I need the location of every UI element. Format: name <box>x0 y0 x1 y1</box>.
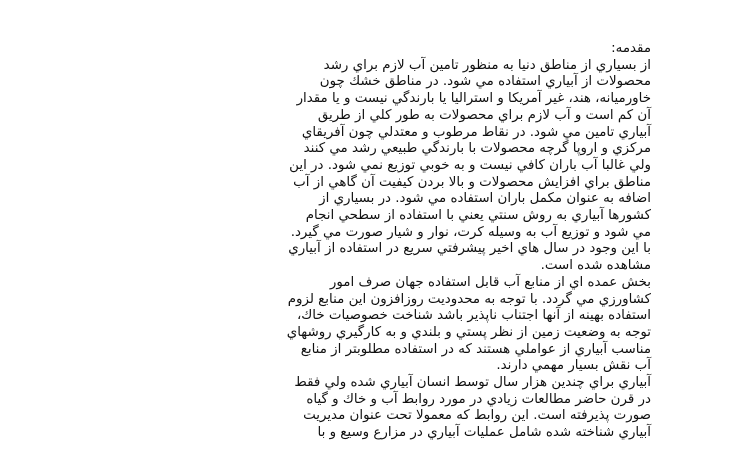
document-body <box>100 41 651 442</box>
text-line: آبياري تامين مي شود. در نقاط مرطوب و معتدلي چون آفريقاي <box>301 124 651 140</box>
text-line: آب نقش بسيار مهمي دارند. <box>496 358 651 374</box>
text-line: مقدمه: <box>611 41 651 56</box>
text-line: آبياري شناخته شده شامل عمليات آبياري در مزارع وسيع و با <box>317 425 651 441</box>
text-line: با اين وجود در سال هاي اخير پيشرفتي سريع در استفاده از آبياري <box>288 241 651 257</box>
text-line: محصولات از آبياري استفاده مي شود. در مناطق خشك چون <box>319 74 651 90</box>
text-line: بخش عمده اي از منابع آب قابل استفاده جهان صرف امور <box>329 274 651 290</box>
text-line: اضافه به عنوان مكمل باران استفاده مي شود. در بسياري از <box>319 191 651 207</box>
text-line: از بسياري از مناطق دنيا به منظور تامين آب لازم براي رشد <box>323 57 651 73</box>
text-line: صورت پذيرفته است. اين روابط كه معمولا تحت عنوان مديريت <box>303 408 651 424</box>
text-line: خاورميانه، هند، غير آمريكا و استراليا يا بارندگي نيست و يا مقدار <box>296 91 651 107</box>
text-line: مناطق براي افزايش محصولات و بالا بردن كيفيت آن گاهي از آب <box>293 174 651 190</box>
text-line: مركزي و اروپا گرچه محصولات با بارندگي طبيعي رشد مي كنند <box>303 141 651 157</box>
text-line: آبياري براي چندين هزار سال توسط انسان آبياري شده ولي فقط <box>294 375 651 391</box>
text-line: كشورها آبياري به روش سنتي يعني با استفاده از سطحي انجام <box>305 208 651 224</box>
text-line: در قرن حاضر مطالعات زيادي در مورد روابط آب و خاك و گياه <box>306 391 651 407</box>
text-line: ولي غالبا آب باران كافي نيست و به خوبي توزيع نمي شود. در اين <box>289 157 651 173</box>
text-line: مشاهده شده است. <box>540 258 651 274</box>
text-line: آن كم است و آب لازم براي محصولات به طور كلي از طريق <box>317 107 651 123</box>
text-line: استفاده بهينه از آنها اجتناب ناپذير باشد شناخت خصوصيات خاك، <box>296 308 651 324</box>
text-line: توجه به وضعيت زمين از نظر پستي و بلندي و به كارگيري روشهاي <box>286 324 651 340</box>
text-line: مي شود و توزيع آب به وسيله كرت، نوار و شيار صورت مي گيرد. <box>290 224 651 240</box>
text-line: كشاورزي مي گردد. با توجه به محدوديت روزافزون اين منابع لزوم <box>287 291 651 307</box>
text-line: مناسب آبياري از عواملي هستند كه در استفاده مطلوبتر از منابع <box>300 341 651 357</box>
